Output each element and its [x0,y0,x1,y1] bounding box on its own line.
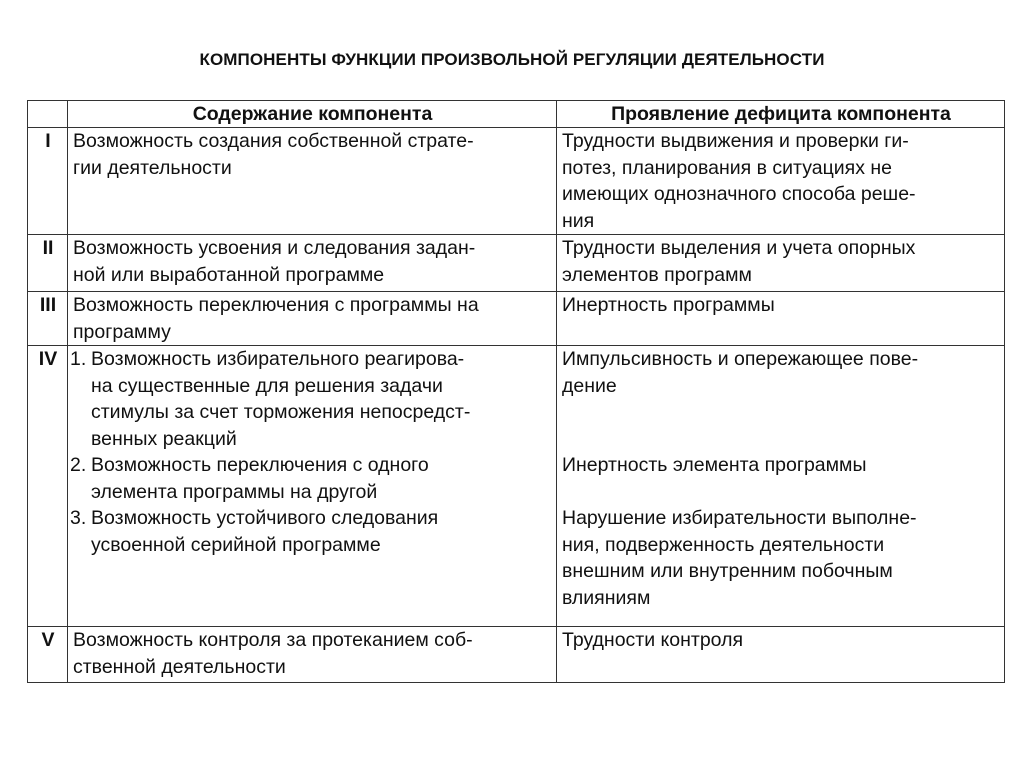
content-cell [68,128,557,235]
deficit-line: ния [562,209,595,232]
list-marker: 2. [70,454,87,476]
content-line: Возможность создания собственной страте- [73,130,474,152]
deficit-line: ния, подверженность деятельности [562,533,885,556]
deficit-line: Трудности выделения и учета опорных [562,237,916,259]
deficit-cell [557,235,1005,292]
content-line: стимулы за счет торможения непосредст- [91,401,471,423]
row-number: I [28,128,68,235]
content-line: программу [73,320,171,343]
header-row [28,101,1005,128]
deficit-line: Нарушение избирательности выполне- [562,507,917,529]
content-line: Возможность переключения с программы на [73,294,479,316]
content-cell [68,235,557,292]
deficit-line: влияниям [562,586,651,609]
content-line: ственной деятельности [73,655,286,678]
content-line: Возможность избирательного реагирова- [91,348,465,370]
deficit-line: имеющих однозначного способа реше- [562,183,916,205]
header-deficit: Проявление дефицита компонента [557,101,1005,128]
row-number: V [28,627,68,683]
deficit-line: элементов программ [562,263,752,286]
content-line: Возможность усвоения и следования задан- [73,237,476,259]
deficit-line: Инертность программы [562,294,775,316]
table-row [28,346,1005,627]
deficit-cell [557,128,1005,235]
deficit-line: Инертность элемента программы [562,454,867,476]
deficit-cell [557,346,1005,627]
components-table [27,100,1005,683]
table-row [28,128,1005,235]
row-number: III [28,292,68,346]
row-number: II [28,235,68,292]
content-cell [68,627,557,683]
content-cell [68,346,557,627]
deficit-line: Трудности выдвижения и проверки ги- [562,130,909,152]
page-title: КОМПОНЕНТЫ ФУНКЦИИ ПРОИЗВОЛЬНОЙ РЕГУЛЯЦИИ ДЕЯТЕЛЬНОСТИ [199,50,825,69]
content-line: Возможность переключения с одного [91,454,429,476]
content-cell [68,292,557,346]
content-list-item [70,452,552,505]
deficit-line: Импульсивность и опережающее пове- [562,348,919,370]
header-number [28,101,68,128]
content-line: Возможность устойчивого следования [91,507,439,529]
deficit-line: потез, планирования в ситуациях не [562,156,892,179]
content-line: Возможность контроля за протеканием соб- [73,629,473,651]
content-line: элемента программы на другой [91,480,378,503]
content-list-item [70,505,552,558]
table-row [28,627,1005,683]
deficit-line: внешним или внутренним побочным [562,560,893,582]
content-line: ной или выработанной программе [73,263,385,286]
deficit-cell [557,292,1005,346]
content-line: усвоенной серийной программе [91,533,381,556]
content-line: венных реакций [91,427,237,450]
row-number: IV [28,346,68,627]
table-row [28,292,1005,346]
header-content: Содержание компонента [68,101,557,128]
spacer [562,399,1000,452]
spacer [562,479,1000,506]
table-row [28,235,1005,292]
list-marker: 1. [70,348,87,370]
deficit-line: Трудности контроля [562,629,744,651]
content-line: гии деятельности [73,156,232,179]
content-line: на существенные для решения задачи [91,374,443,397]
deficit-cell [557,627,1005,683]
list-marker: 3. [70,507,87,529]
deficit-line: дение [562,374,617,397]
content-list-item [70,346,552,452]
